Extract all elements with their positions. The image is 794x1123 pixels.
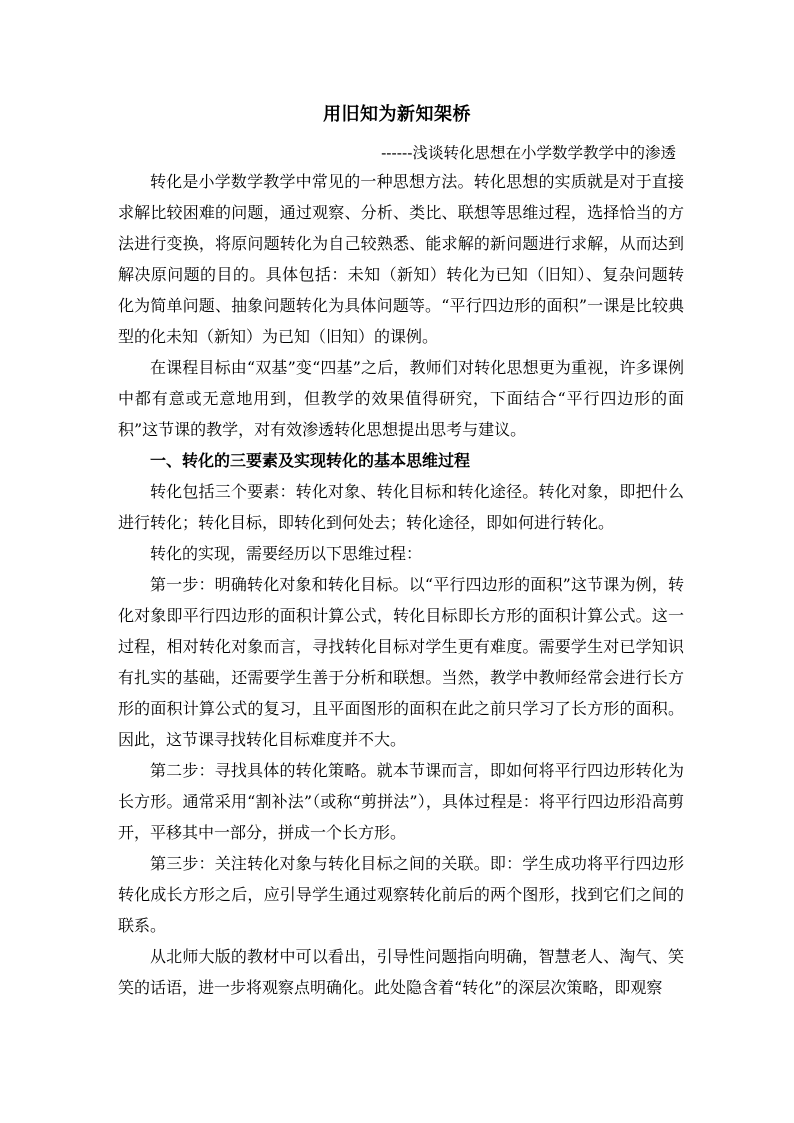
paragraph-three-elements: 转化包括三个要素：转化对象、转化目标和转化途径。转化对象，即把什么进行转化；转化目标，即转化到何处去；转化途径，即如何进行转化。 (118, 482, 684, 532)
paragraph-intro: 转化是小学数学教学中常见的一种思想方法。转化思想的实质就是对于直接求解比较困难的问题，通过观察、分析、类比、联想等思维过程，选择恰当的方法进行变换，将原问题转化为自己较熟悉、能求解的新问题进行求解，从而达到解决原问题的目的。具体包括：未知（新知）转化为已知（旧知）、复杂问题转化为简单问题、抽象问题转化为具体问题等。“平行四边形的面积”一课是比较典型的化未知（新知）为已知（旧知）的课例。 (118, 172, 684, 346)
paragraph-step-three: 第三步：关注转化对象与转化目标之间的关联。即：学生成功将平行四边形转化成长方形之后，应引导学生通过观察转化前后的两个图形，找到它们之间的联系。 (118, 854, 684, 935)
document-title: 用旧知为新知架桥 (323, 104, 471, 125)
paragraph-process-intro: 转化的实现，需要经历以下思维过程： (150, 544, 423, 563)
section-heading: 一、转化的三要素及实现转化的基本思维过程 (150, 451, 471, 470)
paragraph-background: 在课程目标由“双基”变“四基”之后，教师们对转化思想更为重视，许多课例中都有意或无意地用到，但教学的效果值得研究，下面结合“平行四边形的面积”这节课的教学，对有效渗透转化思想提出思考与建议。 (118, 358, 684, 439)
paragraph-textbook: 从北师大版的教材中可以看出，引导性问题指向明确，智慧老人、淘气、笑笑的话语，进一步将观察点明确化。此处隐含着“转化”的深层次策略，即观察 (118, 947, 684, 997)
paragraph-step-two: 第二步：寻找具体的转化策略。就本节课而言，即如何将平行四边形转化为长方形。通常采用“割补法”（或称“剪拼法”），具体过程是：将平行四边形沿高剪开，平移其中一部分，拼成一个长方形。 (118, 761, 684, 842)
paragraph-step-one: 第一步：明确转化对象和转化目标。以“平行四边形的面积”这节课为例，转化对象即平行四边形的面积计算公式，转化目标即长方形的面积计算公式。这一过程，相对转化对象而言，寻找转化目标对学生更有难度。需要学生对已学知识有扎实的基础，还需要学生善于分析和联想。当然，教学中教师经常会进行长方形的面积计算公式的复习，且平面图形的面积在此之前只学习了长方形的面积。因此，这节课寻找转化目标难度并不大。 (118, 575, 684, 749)
document-subtitle: ------浅谈转化思想在小学数学教学中的渗透 (381, 144, 676, 162)
document-body (118, 166, 684, 1003)
